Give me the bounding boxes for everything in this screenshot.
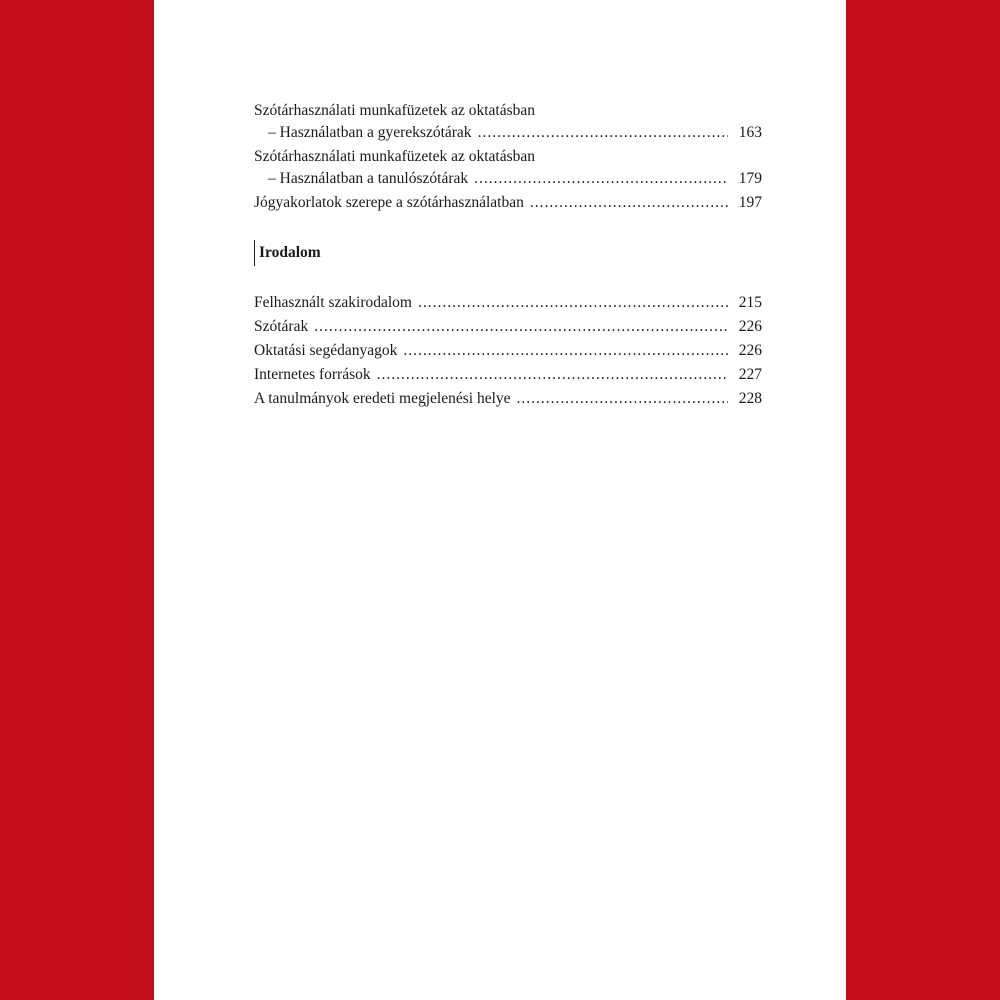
dot-leader — [530, 192, 728, 214]
dot-leader — [314, 316, 728, 338]
book-page — [154, 0, 846, 1000]
toc-entry — [254, 192, 762, 214]
dot-leader — [418, 292, 728, 314]
toc-entry-title: Oktatási segédanyagok — [254, 342, 398, 359]
dot-leader — [517, 388, 728, 410]
toc-page-number: 197 — [738, 194, 762, 211]
toc-entry-title: – Használatban a gyerekszótárak — [268, 124, 472, 141]
toc-entry — [254, 340, 762, 362]
toc-page-number: 226 — [738, 318, 762, 335]
dot-leader — [478, 122, 728, 144]
toc-entry — [254, 364, 762, 386]
toc-page-number: 227 — [738, 366, 762, 383]
dot-leader — [474, 168, 728, 190]
toc-entry — [254, 100, 762, 144]
toc-entry-title: Jógyakorlatok szerepe a szótárhasználatban — [254, 194, 524, 211]
toc-entry — [254, 292, 762, 314]
toc-page-number: 179 — [738, 170, 762, 187]
toc-entry — [254, 146, 762, 190]
toc-page-number: 226 — [738, 342, 762, 359]
toc-entry-title: Szótárak — [254, 318, 309, 335]
toc-entry — [254, 388, 762, 410]
toc-entry-title-line1: Szótárhasználati munkafüzetek az oktatásban — [254, 102, 536, 119]
toc-entry-title-line1: Szótárhasználati munkafüzetek az oktatásban — [254, 148, 536, 165]
dot-leader — [403, 340, 728, 362]
toc-entry-title: Internetes források — [254, 366, 371, 383]
toc-page-number: 163 — [738, 124, 762, 141]
section-heading: Irodalom — [254, 240, 762, 266]
toc-entry — [254, 316, 762, 338]
toc-entry-title: A tanulmányok eredeti megjelenési helye — [254, 390, 511, 407]
dot-leader — [377, 364, 728, 386]
toc-entry-title: – Használatban a tanulószótárak — [268, 170, 469, 187]
toc-page-number: 215 — [738, 294, 762, 311]
toc-entry-title: Felhasznált szakirodalom — [254, 294, 412, 311]
toc-page-number: 228 — [738, 390, 762, 407]
table-of-contents — [254, 100, 762, 410]
